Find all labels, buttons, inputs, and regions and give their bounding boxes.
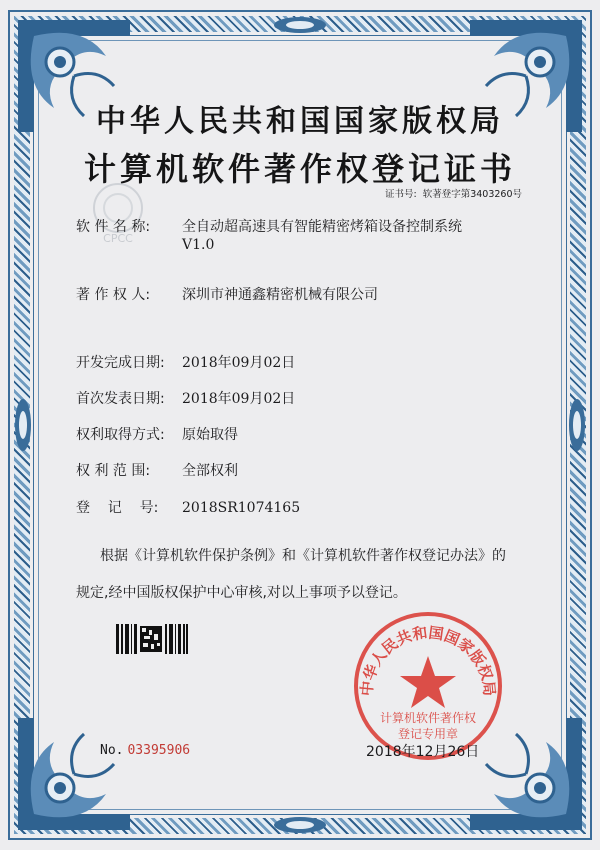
certificate-number-value: 软著登字第3403260号 <box>422 189 522 200</box>
field-label: 登 记 号: <box>76 500 159 516</box>
border-motif-icon <box>566 395 588 455</box>
barcode-icon <box>116 624 188 654</box>
field-label: 首次发表日期: <box>76 391 165 407</box>
field-publish-date <box>76 388 295 408</box>
field-value: 2018SR1074165 <box>182 500 301 516</box>
field-completion-date <box>76 352 295 372</box>
field-value: 原始取得 <box>182 427 238 443</box>
field-label: 软 件 名 称: <box>76 219 151 235</box>
certificate-number <box>379 186 522 200</box>
border-motif-icon <box>270 14 330 36</box>
field-acquisition-method <box>76 424 238 444</box>
field-rights-scope <box>76 460 238 480</box>
serial-label: No. <box>100 743 124 758</box>
svg-text:CPCC: CPCC <box>103 232 133 245</box>
border-motif-icon <box>12 395 34 455</box>
issue-date: 2018年12月26日 <box>366 744 480 760</box>
certificate-title: 计算机软件著作权登记证书 <box>83 150 516 188</box>
svg-text:计算机软件著作权: 计算机软件著作权 <box>379 711 477 725</box>
field-value: 2018年09月02日 <box>182 355 296 371</box>
corner-ornament-icon <box>14 714 134 834</box>
issuer-title: 中华人民共和国国家版权局 <box>96 104 504 139</box>
field-value: 全自动超高速具有智能精密烤箱设备控制系统 <box>182 219 462 235</box>
field-label: 著 作 权 人: <box>76 287 151 303</box>
certificate-number-label: 证书号: <box>384 189 417 200</box>
field-registration-number <box>76 497 300 517</box>
legal-paragraph-line2: 规定,经中国版权保护中心审核,对以上事项予以登记。 <box>76 585 407 601</box>
field-value: 全部权利 <box>182 463 238 479</box>
official-seal-icon <box>352 610 504 762</box>
field-value-line2: V1.0 <box>182 237 215 253</box>
field-label: 权利取得方式: <box>76 427 165 443</box>
field-copyright-owner <box>76 284 378 304</box>
field-value: 深圳市神通鑫精密机械有限公司 <box>182 287 378 303</box>
field-label: 开发完成日期: <box>76 355 165 371</box>
field-label: 权 利 范 围: <box>76 463 151 479</box>
serial-value: 03395906 <box>127 743 191 758</box>
border-motif-icon <box>270 814 330 836</box>
legal-paragraph-line1: 根据《计算机软件保护条例》和《计算机软件著作权登记办法》的 <box>100 548 506 564</box>
field-value: 2018年09月02日 <box>182 391 296 407</box>
svg-text:登记专用章: 登记专用章 <box>397 727 459 741</box>
serial-number <box>100 743 190 758</box>
svg-text:中华人民共和国国家版权局: 中华人民共和国国家版权局 <box>357 623 499 697</box>
